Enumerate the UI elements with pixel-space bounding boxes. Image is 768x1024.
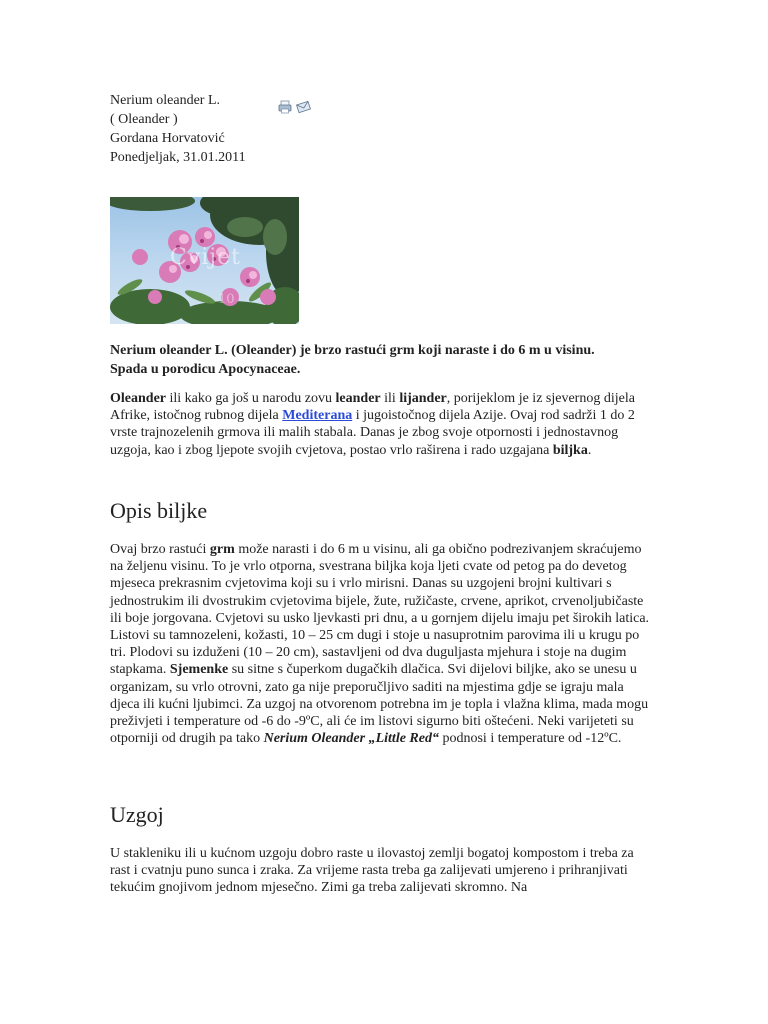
term-leander: leander	[335, 391, 381, 406]
paragraph-description	[110, 541, 655, 747]
article-tools	[278, 100, 311, 114]
text: ili kako ga još u narodu zovu	[166, 391, 336, 406]
text: .	[587, 442, 592, 458]
article-subtitle: ( Oleander )	[110, 112, 178, 127]
photo-caption-small: 10	[218, 292, 235, 307]
section-heading-opis: Opis biljke	[110, 498, 208, 523]
paragraph-origin	[110, 390, 655, 459]
term-lijander: lijander	[399, 391, 447, 406]
paragraph-cultivation: U stakleniku ili u kućnom uzgoju dobro raste u ilovastoj zemlji bogatoj kompostom i treba za rast i cvatnju puno sunca i zraka. Za vrijeme rasta treba ga zalijevati umjereno i prihranjivati tekućim gnojivom jednom mjesečno. Zimi ga treba zalijevati skromno. Na	[110, 846, 634, 896]
article-title: Nerium oleander L.	[110, 93, 221, 108]
term-biljka: biljka	[552, 442, 588, 458]
print-icon[interactable]	[278, 100, 293, 114]
term-little-red: Nerium Oleander „Little Red“	[263, 731, 439, 747]
mediterana-link[interactable]: Mediterana	[282, 408, 353, 424]
text: , porijeklom je iz sjevernog dijela Afrike, istočnog rubnog dijela	[110, 391, 635, 424]
text: ili	[380, 391, 400, 406]
article-date: Ponedjeljak, 31.01.2011	[110, 150, 246, 165]
article-meta	[110, 91, 246, 167]
term-sjemenke: Sjemenke	[169, 662, 229, 678]
intro-paragraph	[110, 341, 650, 379]
photo-caption: Cvijet	[170, 245, 241, 270]
term-oleander: Oleander	[110, 391, 166, 406]
section-heading-uzgoj: Uzgoj	[110, 802, 164, 827]
article-author: Gordana Horvatović	[110, 131, 225, 146]
oleander-photo	[110, 197, 299, 324]
email-icon[interactable]	[296, 100, 311, 114]
text: podnosi i temperature od -12ºC.	[438, 731, 622, 747]
text: Ovaj brzo rastući	[110, 542, 210, 557]
text: su sitne s čuperkom dugačkih dlačica. Svi dijelovi biljke, ako se unesu u organizam, su vrlo otrovni, zato ga nije preporučljivo saditi na mjestima gdje se igraju mala djeca ili kućni ljubimci. Za uzgoj na otvorenom potrebna im je topla i vlažna klima, mada mogu preživjeti i temperature od -6 do -9ºC, ali će im listovi sigurno biti oštećeni. Neki varijeteti su otporniji od drugih pa tako	[110, 662, 649, 747]
intro-line-2: Spada u porodicu Apocynaceae.	[110, 362, 301, 377]
intro-line-1: Nerium oleander L. (Oleander) je brzo rastući grm koji naraste i do 6 m u visinu.	[110, 343, 595, 358]
text: može narasti i do 6 m u visinu, ali ga obično podrezivanjem skraćujemo na željenu visinu. To je vrlo otporna, svestrana biljka koja ljeti cvate od petog pa do devetog mjeseca prekrasnim cvjetovima koji su i vrlo mirisni. Danas su uzgojeni brojni kultivari s jednostrukim ili dvostrukim cvjetovima bijele, žute, ružičaste, crvene, aprikot, crvenoljubičaste ili boje jorgovana. Cvjetovi su usko ljevkasti pri dnu, a u gornjem dijelu imaju pet širokih latica. Listovi su tamnozeleni, kožasti, 10 – 25 cm dugi i stoje u nasuprotnim parovima ili u krugu po tri. Plodovi su izduženi (10 – 20 cm), sastavljeni od dva duguljasta mjehura i stoje na dugim stapkama.	[110, 542, 650, 678]
text: i jugoistočnog dijela Azije. Ovaj rod sadrži 1 do 2 vrste trajnozelenih grmova ili malih stabala. Danas je zbog svoje otpornosti i jednostavnog uzgoja, kao i zbog ljepote svojih cvjetova, postao vrlo raširena i rado uzgajana	[110, 408, 635, 458]
term-grm: grm	[209, 542, 235, 557]
